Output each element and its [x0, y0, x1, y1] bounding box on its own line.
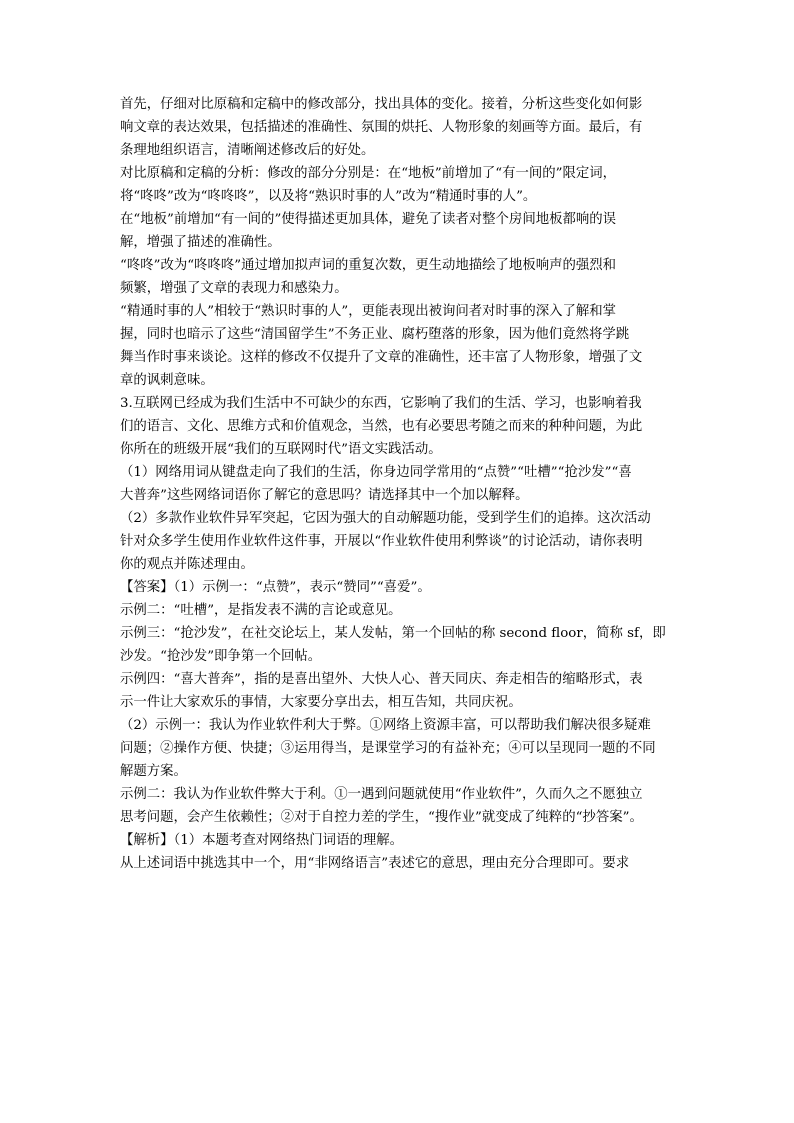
text-line: 思考问题，会产生依赖性；②对于自控力差的学生，“搜作业”就变成了纯粹的“抄答案”。 — [120, 810, 643, 825]
text-line: 解，增强了描述的准确性。 — [120, 235, 281, 250]
text-line: 将“咚咚”改为“咚咚咚”，以及将“熟识时事的人”改为“精通时事的人”。 — [120, 189, 537, 204]
text-line: 握，同时也暗示了这些“清国留学生”不务正业、腐朽堕落的形象，因为他们竟然将学跳 — [120, 327, 630, 342]
text-line: 你的观点并陈述理由。 — [120, 557, 254, 572]
text-line: 针对众多学生使用作业软件这件事，开展以“作业软件使用利弊谈”的讨论活动，请你表明 — [120, 534, 643, 549]
question-3-line: 3.互联网已经成为我们生活中不可缺少的东西，它影响了我们的生活、学习，也影响着我 — [120, 396, 642, 411]
text-line: 在“地板”前增加“有一间的”使得描述更加具体，避免了读者对整个房间地板都响的误 — [120, 212, 617, 227]
text-line: 沙发。“抢沙发”即争第一个回帖。 — [120, 649, 322, 664]
text-line: 首先，仔细对比原稿和定稿中的修改部分，找出具体的变化。接着，分析这些变化如何影 — [120, 97, 643, 112]
text-line: 你所在的班级开展“我们的互联网时代”语文实践活动。 — [120, 442, 442, 457]
text-line: 问题；②操作方便、快捷；③运用得当，是课堂学习的有益补充；④可以呈现同一题的不同 — [120, 741, 656, 756]
text-line: 示一件让大家欢乐的事情，大家要分享出去，相互告知，共同庆祝。 — [120, 695, 522, 710]
text-line: 大普奔”这些网络词语你了解它的意思吗？请选择其中一个加以解释。 — [120, 488, 529, 503]
text-line: 们的语言、文化、思维方式和价值观念，当然，也有必要思考随之而来的种种问题，为此 — [120, 419, 643, 434]
text-line: 示例四：“喜大普奔”，指的是喜出望外、大快人心、普天同庆、奔走相告的缩略形式，表 — [120, 672, 643, 687]
text-line: “咚咚”改为“咚咚咚”通过增加拟声词的重复次数，更生动地描绘了地板响声的强烈和 — [120, 258, 617, 273]
text-line: （2）多款作业软件异军突起，它因为强大的自动解题功能，受到学生们的追捧。这次活动 — [120, 511, 651, 526]
text-line: （1）网络用词从键盘走向了我们的生活，你身边同学常用的“点赞”“吐槽”“抢沙发”“喜 — [120, 465, 632, 480]
text-line: “精通时事的人”相较于“熟识时事的人”，更能表现出被询问者对时事的深入了解和掌 — [120, 304, 617, 319]
text-line: 响文章的表达效果，包括描述的准确性、氛围的烘托、人物形象的刻画等方面。最后，有 — [120, 120, 643, 135]
analysis-line: 【解析】（1）本题考查对网络热门词语的理解。 — [120, 833, 404, 848]
text-line: 条理地组织语言，清晰阐述修改后的好处。 — [120, 143, 375, 158]
text-line: 示例二：我认为作业软件弊大于利。①一遇到问题就使用“作业软件”，久而久之不愿独立 — [120, 787, 643, 802]
text-line: 章的讽刺意味。 — [120, 373, 214, 388]
document-body — [120, 93, 680, 875]
text-line: 示例二：“吐槽”，是指发表不满的言论或意见。 — [120, 603, 402, 618]
text-line: 舞当作时事来谈论。这样的修改不仅提升了文章的准确性，还丰富了人物形象，增强了文 — [120, 350, 643, 365]
text-line: 解题方案。 — [120, 764, 187, 779]
answer-line: 【答案】（1）示例一：“点赞”，表示“赞同”“喜爱”。 — [120, 580, 431, 595]
text-line: 从上述词语中挑选其中一个，用“非网络语言”表述它的意思，理由充分合理即可。要求 — [120, 856, 630, 871]
text-line: 频繁，增强了文章的表现力和感染力。 — [120, 281, 348, 296]
text-line: 对比原稿和定稿的分析：修改的部分分别是：在“地板”前增加了“有一间的”限定词， — [120, 166, 617, 181]
text-line: （2）示例一：我认为作业软件利大于弊。①网络上资源丰富，可以帮助我们解决很多疑难 — [120, 718, 651, 733]
text-line: 示例三：“抢沙发”，在社交论坛上，某人发帖，第一个回帖的称 second floor，简称 sf，即 — [120, 626, 666, 641]
